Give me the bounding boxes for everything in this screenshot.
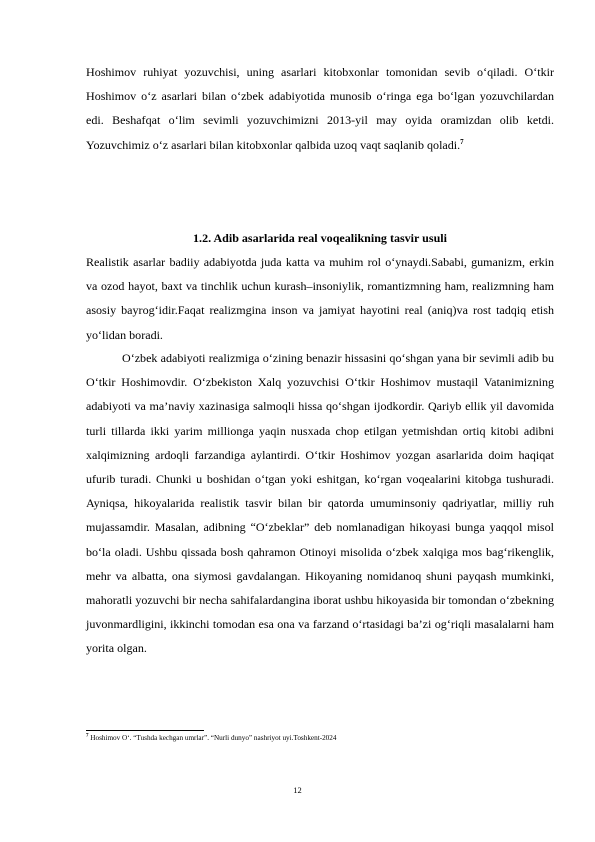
paragraph-1-text: Hoshimov ruhiyat yozuvchisi, uning asarlari kitobxonlar tomonidan sevib o‘qiladi. O‘tkir Hoshimov o‘z asarlari bilan o‘zbek adabiyotida munosib o‘ringa ega bo‘lgan yozuvchilardan edi. Beshafqat o‘lim sevimli yozuvchimizni 2013-yil may oyida oramizdan olib ketdi. Yozuvchimiz o‘z asarlari bilan kitobxonlar qalbida uzoq vaqt saqlanib qoladi. — [86, 65, 554, 152]
paragraph-text — [86, 60, 554, 157]
footnote — [86, 733, 554, 743]
page-number: 12 — [293, 785, 302, 795]
footnote-reference[interactable]: 7 — [460, 137, 464, 146]
section-heading: 1.2. Adib asarlarida real voqealikning tasvir usuli — [193, 231, 447, 245]
paragraph-2-text: Realistik asarlar badiiy adabiyotda juda katta va muhim rol o‘ynaydi.Sababi, gumanizm, erkin va ozod hayot, baxt va tinchlik uchun kurash–insoniylik, romantizmning ham, realizmning ham asosiy bayrog‘idir.Faqat realizmgina inson va jamiyat hayotini real (aniq)va rost tadqiq etish yo‘lidan boradi. — [86, 255, 554, 342]
footnote-text: Hoshimov O‘. “Tushda kechgan umrlar”. “Nurli dunyo” nashriyot uyi.Toshkent-2024 — [88, 734, 337, 742]
paragraph-hoshimov — [86, 346, 554, 661]
paragraph-realism — [86, 250, 554, 347]
footnote-divider — [86, 730, 204, 731]
footnote-number: 7 — [86, 733, 89, 739]
paragraph-intro — [86, 60, 554, 157]
paragraph-3-text: O‘zbek adabiyoti realizmiga o‘zining benazir hissasini qo‘shgan yana bir sevimli adib bu O‘tkir Hoshimovdir. O‘zbekiston Xalq yozuvchisi O‘tkir Hoshimov mustaqil Vatanimizning adabiyoti va ma’naviy xazinasiga salmoqli hissa qo‘shgan ijodkordir. Qariyb ellik yil davomida turli tillarda ikki yarim millionga yaqin nusxada chop etilgan yetmishdan ortiq kitobi adibni xalqimizning ardoqli farzandiga aylantirdi. O‘tkir Hoshimov yozgan asarlarida doim haqiqat ufurib turadi. Chunki u boshidan o‘tgan yoki eshitgan, ko‘rgan voqealarini kitobga tushuradi. Ayniqsa, hikoyalarida realistik tasvir bilan bir qatorda umuminsoniy qadriyatlar, milliy ruh mujassamdir. Masalan, adibning “O‘zbeklar” deb nomlanadigan hikoyasi bunga yaqqol misol bo‘la oladi. Ushbu qissada bosh qahramon Otinoyi misolida o‘zbek xalqiga mos bag‘rikenglik, mehr va albatta, ona siymosi gavdalangan. Hikoyaning nomidanoq shuni payqash mumkinki, mahoratli yozuvchi bir necha sahifalardangina iborat ushbu hikoyasida bir tomondan o‘zbekning juvonmardligini, ikkinchi tomodan esa ona va farzand o‘rtasidagi ba’zi og‘riqli masalalarni ham yorita olgan. — [86, 351, 554, 656]
